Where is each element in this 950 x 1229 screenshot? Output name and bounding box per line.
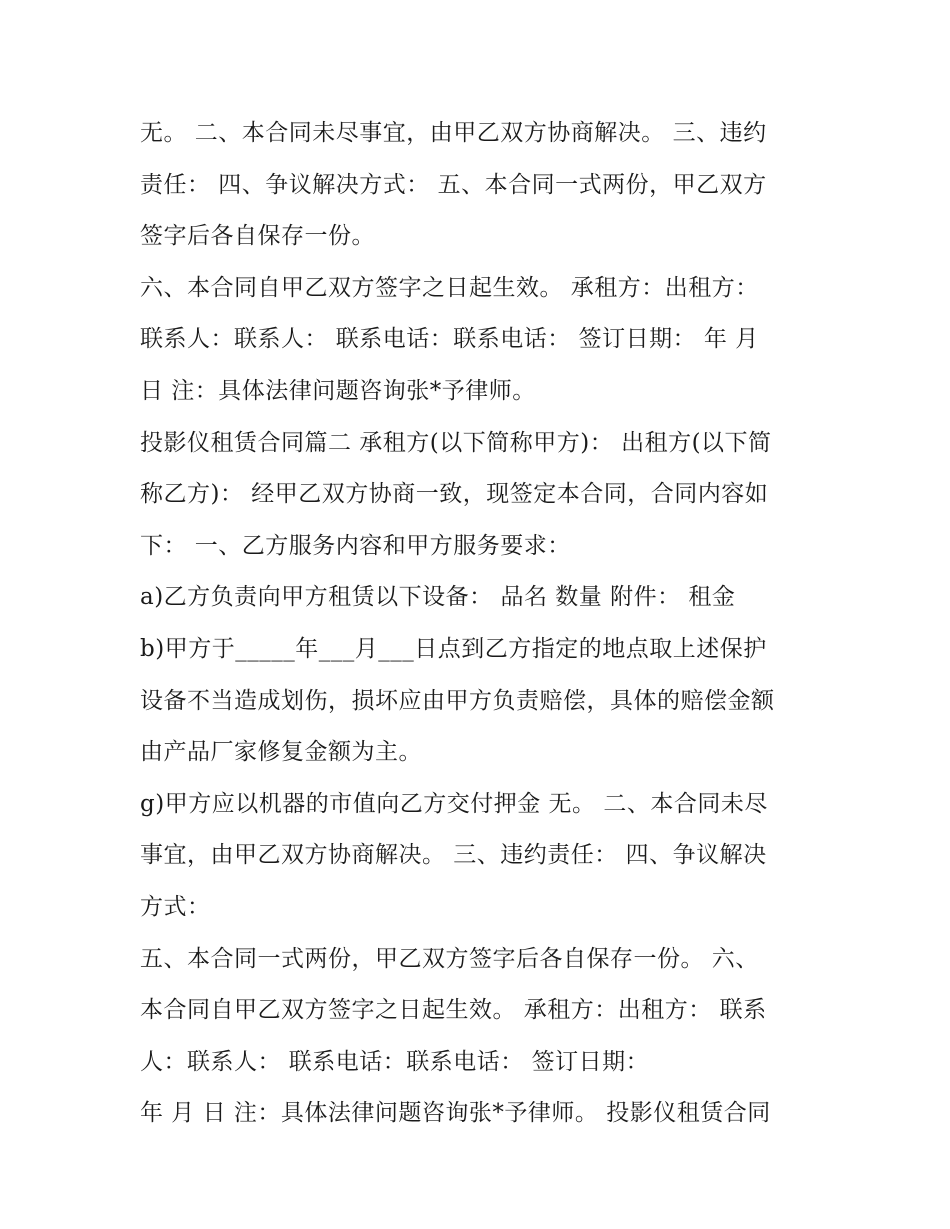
text-line: 投影仪租赁合同篇二 承租方(以下简称甲方)： 出租方(以下简 bbox=[140, 429, 772, 456]
text-line: 本合同自甲乙双方签字之日起生效。 承租方：出租方： 联系 bbox=[140, 997, 767, 1024]
text-line: 由产品厂家修复金额为主。 bbox=[140, 739, 422, 766]
text-line: 责任： 四、争议解决方式： 五、本合同一式两份，甲乙双方 bbox=[140, 171, 767, 198]
text-line: 事宜，由甲乙双方协商解决。 三、违约责任： 四、争议解决 bbox=[140, 842, 767, 869]
text-line: 签字后各自保存一份。 bbox=[140, 223, 375, 250]
text-line: 年 月 日 注：具体法律问题咨询张*予律师。 投影仪租赁合同 bbox=[140, 1100, 771, 1127]
text-line: 称乙方)： 经甲乙双方协商一致，现签定本合同，合同内容如 bbox=[140, 481, 769, 508]
text-line: g)甲方应以机器的市值向乙方交付押金 无。 二、本合同未尽 bbox=[140, 790, 768, 817]
text-line: 设备不当造成划伤，损坏应由甲方负责赔偿，具体的赔偿金额 bbox=[140, 687, 775, 714]
contract-body-text bbox=[140, 108, 820, 1140]
text-line: 人：联系人： 联系电话：联系电话： 签订日期： bbox=[140, 1048, 650, 1075]
text-line: 六、本合同自甲乙双方签字之日起生效。 承租方：出租方： bbox=[140, 274, 759, 301]
text-line: 方式： bbox=[140, 893, 211, 920]
text-line: 联系人：联系人： 联系电话：联系电话： 签订日期： 年 月 bbox=[140, 326, 759, 353]
text-line: 日 注：具体法律问题咨询张*予律师。 bbox=[140, 377, 536, 404]
text-line: 无。 二、本合同未尽事宜，由甲乙双方协商解决。 三、违约 bbox=[140, 120, 767, 146]
text-line: 五、本合同一式两份，甲乙双方签字后各自保存一份。 六、 bbox=[140, 945, 759, 972]
text-line: 下： 一、乙方服务内容和甲方服务要求： bbox=[140, 532, 571, 559]
text-line: a)乙方负责向甲方租赁以下设备： 品名 数量 附件： 租金 bbox=[140, 584, 736, 611]
text-line: b)甲方于_____年___月___日点到乙方指定的地点取上述保护 bbox=[140, 635, 767, 662]
